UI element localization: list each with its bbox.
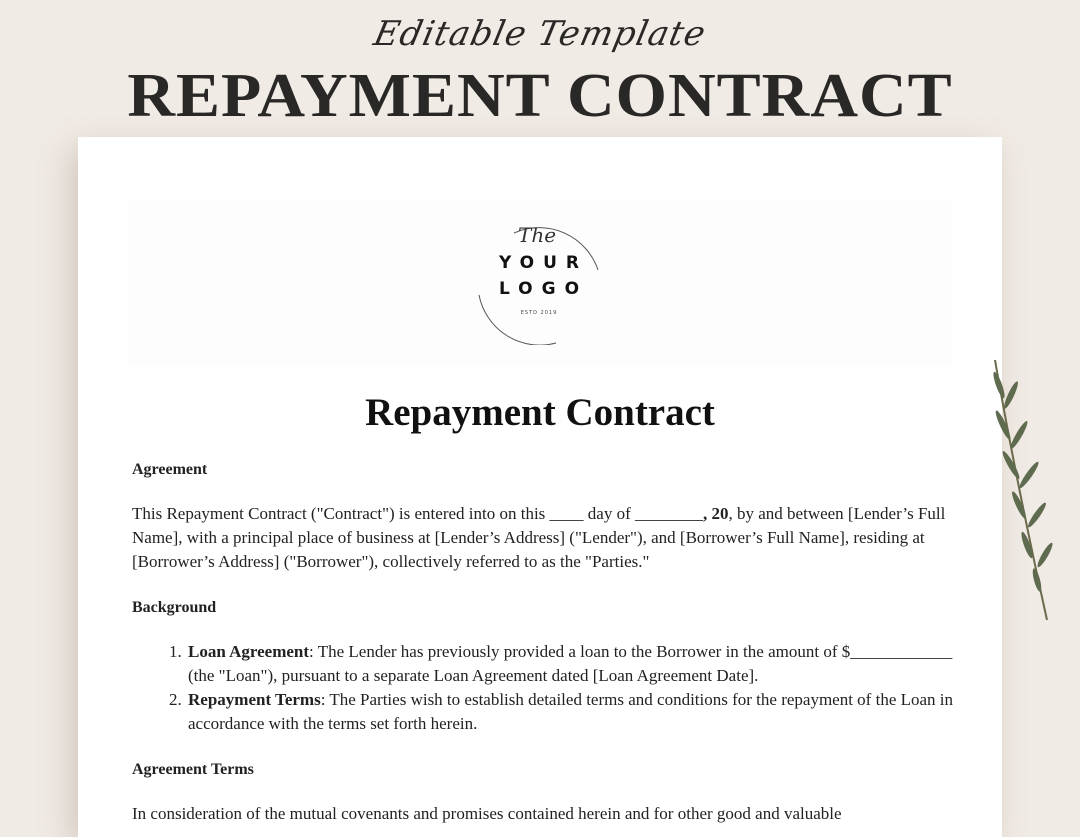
logo-the: The — [518, 223, 557, 247]
rosemary-sprig-icon — [985, 355, 1065, 625]
logo-estd: ESTD 2019 — [520, 310, 558, 316]
document-title: Repayment Contract — [365, 391, 715, 434]
agreement-year: , 20 — [703, 504, 729, 523]
agreement-text: This Repayment Contract ("Contract") is entered into on this ____ day of ________ — [132, 504, 703, 523]
agreement-text-cont: , by and between [Lender’s Full Name], with a principal place of business at [Lender’s Address] ("Lender"), and [Borrower’s Full Name], residing at [Borrower’s Address] ("Borrower"), collectively referred to as the "Parties." — [132, 504, 946, 571]
logo-line-1: YOUR — [498, 253, 589, 273]
banner-title: REPAYMENT CONTRACT — [127, 60, 953, 131]
logo-line-2: LOGO — [498, 279, 589, 299]
section-heading-agreement-terms: Agreement Terms — [132, 761, 254, 778]
terms-paragraph: In consideration of the mutual covenants and promises contained herein and for other good and valuable — [132, 804, 842, 823]
logo — [474, 215, 604, 345]
item-text: : The Parties wish to establish detailed terms and conditions for the repayment of the Loan in accordance with the terms set forth herein. — [188, 690, 954, 733]
document-page — [78, 137, 1002, 837]
item-label: Loan Agreement — [188, 642, 310, 661]
list-item — [186, 640, 962, 688]
section-heading-agreement: Agreement — [132, 461, 208, 478]
list-item — [186, 688, 962, 736]
banner-script-title: Editable Template — [370, 14, 710, 54]
item-label: Repayment Terms — [188, 690, 321, 709]
background-list — [132, 640, 962, 736]
agreement-paragraph — [132, 502, 962, 574]
section-heading-background: Background — [132, 599, 217, 616]
item-text: : The Lender has previously provided a loan to the Borrower in the amount of $____________ (the "Loan"), pursuant to a separate Loan Agreement dated [Loan Agreement Date]. — [188, 642, 953, 685]
document-body — [132, 458, 962, 826]
